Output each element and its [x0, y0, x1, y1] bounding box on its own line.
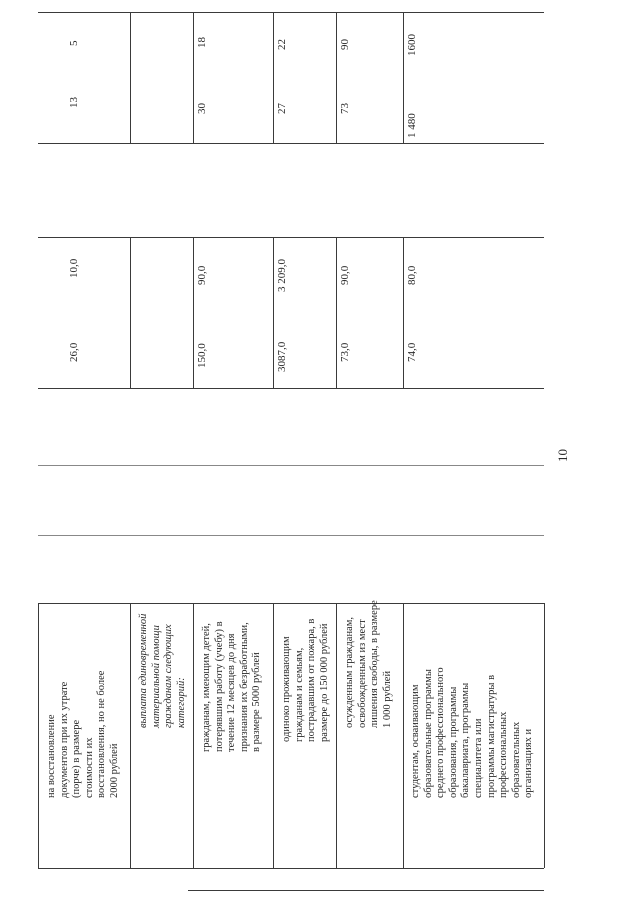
- amount-col2-row5: 90,0: [339, 265, 351, 285]
- row-separator: [403, 603, 404, 868]
- row-separator: [336, 237, 337, 388]
- row-separator: [403, 237, 404, 388]
- count-col1-row4: 27: [276, 103, 288, 114]
- description-cell-row5: осужденным гражданам, освобожденным из мест лишения свободы, в размере 1 000 рублей: [344, 600, 393, 728]
- rule-line: [38, 237, 544, 238]
- rule-line: [188, 890, 544, 891]
- amount-col2-row1: 10,0: [68, 258, 80, 278]
- row-separator: [403, 12, 404, 143]
- rule-line: [38, 12, 544, 13]
- count-col2-row4: 22: [276, 39, 288, 50]
- amount-col1-row6: 74,0: [406, 342, 418, 362]
- row-separator: [130, 12, 131, 143]
- count-col1-row3: 30: [196, 103, 208, 114]
- rule-line: [38, 143, 544, 144]
- description-cell-row3: гражданам, имеющим детей, потерявшим работу (учебу) в течение 12 месяцев до дня признания их безработными, в размере 5000 рублей: [201, 621, 263, 752]
- description-cell-row4: одиноко проживающим гражданам и семьям, пострадавшим от пожара, в размере до 150 000 рублей: [281, 618, 330, 742]
- rule-line: [38, 535, 544, 536]
- amount-col1-row3: 150,0: [196, 343, 208, 368]
- description-cell-row2: выплата единовременной материальной помощи гражданам следующих категорий:: [138, 613, 187, 728]
- row-separator: [273, 237, 274, 388]
- rule-line: [38, 868, 544, 869]
- count-col2-row6: 1600: [406, 34, 418, 56]
- row-separator: [336, 12, 337, 143]
- amount-col2-row6: 80,0: [406, 265, 418, 285]
- amount-col2-row3: 90,0: [196, 265, 208, 285]
- count-col1-row5: 73: [339, 103, 351, 114]
- row-separator: [193, 603, 194, 868]
- amount-col2-row4: 3 209,0: [276, 259, 288, 292]
- row-separator: [273, 603, 274, 868]
- row-separator: [130, 237, 131, 388]
- row-separator: [544, 603, 545, 868]
- description-cell-row1: на восстановление документов при их утрате (порче) в размере стоимости их восстановления, но не более 2000 рублей: [46, 670, 120, 798]
- row-separator: [130, 603, 131, 868]
- count-col1-row1: 13: [68, 97, 80, 108]
- rule-line: [38, 388, 544, 389]
- count-col2-row5: 90: [339, 39, 351, 50]
- amount-col1-row5: 73,0: [339, 342, 351, 362]
- amount-col1-row4: 3087,0: [276, 341, 288, 372]
- row-separator: [193, 12, 194, 143]
- page-number: 10: [555, 449, 570, 462]
- count-col2-row3: 18: [196, 37, 208, 48]
- row-separator: [38, 603, 39, 868]
- row-separator: [336, 603, 337, 868]
- row-separator: [193, 237, 194, 388]
- description-cell-row6: студентам, осваивающим образовательные программы среднего профессионального образования, программы бакалавриата, программы специалитета или программы магистратуры в профессиональных образовательных организациях и: [410, 667, 535, 798]
- count-col1-row6: 1 480: [406, 113, 418, 138]
- row-separator: [273, 12, 274, 143]
- rule-line: [38, 465, 544, 466]
- count-col2-row1: 5: [68, 40, 80, 46]
- amount-col1-row1: 26,0: [68, 342, 80, 362]
